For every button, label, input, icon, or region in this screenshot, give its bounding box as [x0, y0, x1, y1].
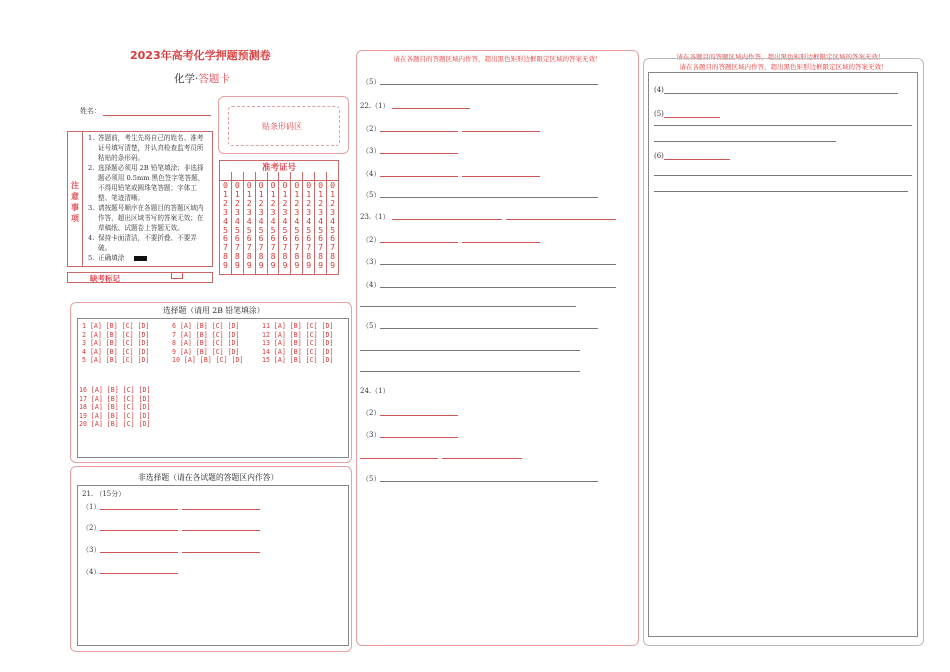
answer-line[interactable] [380, 328, 598, 329]
exam-id-digit-bubble[interactable]: 5 [258, 224, 264, 235]
q21-part-label: （4） [82, 568, 101, 576]
q21-part-label: （2） [82, 524, 101, 532]
exam-id-digit-bubble[interactable]: 4 [234, 215, 240, 226]
answer-line[interactable] [654, 125, 912, 126]
exam-id-digit-bubble[interactable]: 1 [258, 188, 264, 199]
exam-id-digit-bubble[interactable]: 8 [234, 251, 240, 262]
choice-group-2 [172, 322, 243, 365]
exam-id-digit-bubble[interactable]: 8 [306, 251, 312, 262]
exam-id-grid [219, 172, 339, 275]
answer-line[interactable] [462, 176, 540, 177]
column3-notice-inner: 请在各题目的答题区域内作答，超出黑色矩形边框限定区域的答案无效！ [679, 63, 888, 71]
exam-id-digit-bubble[interactable]: 7 [222, 242, 228, 253]
exam-id-digit-bubble[interactable]: 0 [330, 180, 335, 190]
choice-section-title: 选择题（请用 2B 铅笔填涂） [163, 306, 265, 315]
answer-line[interactable] [380, 242, 458, 243]
absent-label: 缺考标记 [90, 274, 120, 283]
exam-id-column [220, 172, 232, 275]
q-label: （4） [362, 170, 381, 178]
choice-question-row[interactable]: 1 [A] [B] [C] [D] [82, 322, 150, 330]
exam-id-digit-bubble[interactable]: 9 [234, 260, 240, 271]
exam-id-digit-bubble[interactable]: 7 [258, 242, 264, 253]
exam-id-digit-bubble[interactable]: 3 [306, 206, 312, 217]
q-label: (5) [654, 110, 664, 118]
choice-question-row[interactable]: 18 [A] [B] [C] [D] [79, 403, 151, 412]
exam-id-digit-bubble[interactable]: 4 [270, 215, 276, 226]
choice-question-row[interactable]: 8 [A] [B] [C] [D] [172, 339, 240, 348]
exam-id-digit-bubble[interactable]: 9 [318, 260, 324, 271]
exam-id-digit-bubble[interactable]: 5 [234, 224, 240, 235]
choice-question-row[interactable]: 19 [A] [B] [C] [D] [79, 411, 151, 420]
answer-line[interactable] [380, 131, 458, 132]
exam-id-digit-bubble[interactable]: 6 [282, 233, 288, 244]
exam-id-digit-bubble[interactable]: 3 [246, 206, 252, 217]
answer-line[interactable] [380, 415, 458, 416]
exam-id-digit-bubble[interactable]: 3 [330, 206, 335, 217]
exam-id-digit-bubble[interactable]: 4 [318, 215, 324, 226]
exam-id-digit-bubble[interactable]: 9 [306, 260, 312, 271]
exam-id-digit-bubble[interactable]: 0 [318, 180, 324, 190]
exam-id-digit-bubble[interactable]: 7 [318, 242, 324, 253]
choice-group-1 [82, 322, 150, 365]
choice-question-row[interactable]: 11 [A] [B] [C] [D] [262, 322, 334, 330]
exam-id-digit-bubble[interactable]: 8 [222, 251, 228, 262]
exam-id-column [303, 172, 315, 275]
q-label: 23.（1） [360, 213, 390, 221]
note-item: 2. 选择题必须用 2B 铅笔填涂；非选择题必须用 0.5mm 黑色签字笔答题，不得用铅笔或圆珠笔答题；字体工整、笔迹清晰。 [88, 164, 205, 202]
choice-question-row[interactable]: 9 [A] [B] [C] [D] [172, 347, 240, 356]
exam-id-digit-bubble[interactable]: 4 [258, 215, 264, 226]
exam-id-digit-bubble[interactable]: 8 [294, 251, 300, 262]
note-item: 3. 请按题号顺序在各题目的答题区域内作答，超出区域书写的答案无效；在草稿纸、试题卷上答题无效。 [88, 204, 204, 232]
exam-id-digit-bubble[interactable]: 5 [306, 224, 312, 235]
answer-line[interactable] [380, 287, 616, 288]
exam-id-digit-bubble[interactable]: 0 [294, 180, 300, 190]
nonchoice-section-title: 非选择题（请在各试题的答题区内作答） [138, 473, 279, 482]
exam-id-digit-bubble[interactable]: 6 [318, 233, 324, 244]
exam-id-digit-bubble[interactable]: 8 [318, 251, 324, 262]
exam-id-digit-bubble[interactable]: 6 [294, 233, 300, 244]
exam-id-digit-bubble[interactable]: 8 [246, 251, 252, 262]
answer-line[interactable] [392, 108, 470, 109]
exam-id-digit-bubble[interactable]: 4 [330, 215, 335, 226]
notice-title [71, 180, 79, 224]
q-label: （4） [362, 281, 381, 289]
choice-group-3 [262, 322, 333, 365]
answer-line[interactable] [380, 197, 598, 198]
exam-id-digit-bubble[interactable]: 7 [270, 242, 276, 253]
exam-id-digit-bubble[interactable]: 5 [282, 224, 288, 235]
answer-line[interactable] [100, 530, 178, 531]
column3-notice: 请在各题目的答题区域内作答，超出黑色矩形边框限定区域的答案无效！ [676, 53, 885, 61]
column2-frame [356, 50, 639, 646]
barcode-label: 贴条形码区 [262, 122, 302, 131]
exam-id-digit-bubble[interactable]: 2 [306, 197, 312, 208]
notice-char: 意 [71, 192, 79, 201]
page-title: 2023年高考化学押题预测卷 [130, 49, 271, 62]
exam-id-digit-bubble[interactable]: 9 [246, 260, 252, 271]
absent-checkbox[interactable] [171, 272, 183, 279]
answer-line[interactable] [380, 153, 458, 154]
q-label: （2） [362, 125, 381, 133]
choice-question-row[interactable]: 3 [A] [B] [C] [D] [82, 339, 150, 348]
q21-title: 21. （15分） [82, 490, 126, 498]
exam-id-digit-bubble[interactable]: 9 [330, 260, 335, 271]
exam-id-digit-bubble[interactable]: 8 [282, 251, 288, 262]
q-label: （3） [362, 147, 381, 155]
exam-id-digit-bubble[interactable]: 0 [258, 180, 264, 190]
filled-example-icon [134, 256, 147, 261]
exam-id-digit-bubble[interactable]: 3 [318, 206, 324, 217]
exam-id-digit-bubble[interactable]: 1 [270, 188, 276, 199]
exam-id-digit-bubble[interactable]: 2 [330, 197, 335, 208]
answer-line[interactable] [654, 141, 836, 142]
exam-id-digit-bubble[interactable]: 1 [234, 188, 240, 199]
answer-line[interactable] [506, 219, 616, 220]
exam-id-digit-bubble[interactable]: 6 [270, 233, 276, 244]
exam-id-digit-bubble[interactable]: 2 [282, 197, 288, 208]
exam-id-digit-bubble[interactable]: 8 [330, 251, 335, 262]
exam-id-column [268, 172, 280, 275]
answer-line[interactable] [360, 306, 576, 307]
exam-id-column [327, 172, 339, 275]
exam-id-digit-bubble[interactable]: 4 [222, 215, 228, 226]
exam-id-digit-bubble[interactable]: 1 [330, 188, 335, 199]
exam-id-digit-bubble[interactable]: 3 [222, 206, 228, 217]
exam-id-digit-bubble[interactable]: 9 [282, 260, 288, 271]
exam-id-digit-bubble[interactable]: 9 [258, 260, 264, 271]
exam-id-digit-bubble[interactable]: 7 [234, 242, 240, 253]
answer-line[interactable] [462, 131, 540, 132]
exam-id-digit-bubble[interactable]: 3 [282, 206, 288, 217]
exam-id-digit-bubble[interactable]: 2 [294, 197, 300, 208]
exam-id-digit-bubble[interactable]: 5 [330, 224, 335, 235]
exam-id-digit-bubble[interactable]: 1 [306, 188, 312, 199]
exam-id-digit-bubble[interactable]: 5 [270, 224, 276, 235]
exam-id-digit-bubble[interactable]: 2 [234, 197, 240, 208]
exam-id-digit-bubble[interactable]: 6 [234, 233, 240, 244]
answer-line[interactable] [380, 264, 616, 265]
exam-id-digit-bubble[interactable]: 3 [270, 206, 276, 217]
choice-group-4 [79, 386, 150, 429]
absent-row [67, 272, 213, 283]
exam-id-digit-bubble[interactable]: 5 [222, 224, 228, 235]
exam-id-digit-bubble[interactable]: 2 [222, 197, 228, 208]
subtitle-subject: 化学· [174, 73, 199, 85]
name-label: 姓名： [80, 107, 101, 115]
choice-question-row[interactable]: 7 [A] [B] [C] [D] [172, 330, 240, 339]
choice-question-row[interactable]: 14 [A] [B] [C] [D] [262, 347, 334, 356]
exam-id-digit-bubble[interactable]: 1 [222, 188, 228, 199]
notice-char: 项 [71, 214, 79, 223]
answer-line[interactable] [360, 458, 438, 459]
answer-line[interactable] [100, 552, 178, 553]
exam-id-digit-bubble[interactable]: 9 [222, 260, 228, 271]
choice-question-row[interactable]: 12 [A] [B] [C] [D] [262, 330, 334, 339]
notice-char: 注 [71, 181, 79, 190]
exam-id-digit-bubble[interactable]: 2 [270, 197, 276, 208]
answer-line[interactable] [664, 93, 898, 94]
choice-question-row[interactable]: 16 [A] [B] [C] [D] [79, 386, 151, 394]
exam-id-column [291, 172, 303, 275]
note-item: 4. 保持卡面清洁，不要折叠、不要弄破。 [88, 234, 197, 252]
answer-line[interactable] [462, 242, 540, 243]
exam-id-digit-bubble[interactable]: 5 [246, 224, 252, 235]
q-label: (6) [654, 152, 664, 160]
choice-question-row[interactable]: 20 [A] [B] [C] [D] [79, 420, 151, 429]
exam-id-title: 准考证号 [262, 163, 297, 173]
choice-question-row[interactable]: 5 [A] [B] [C] [D] [82, 356, 150, 365]
exam-id-digit-bubble[interactable]: 6 [258, 233, 264, 244]
answer-line[interactable] [182, 530, 260, 531]
q-label: （5） [362, 191, 381, 199]
answer-line[interactable] [380, 437, 458, 438]
exam-id-digit-bubble[interactable]: 0 [306, 180, 312, 190]
exam-id-digit-bubble[interactable]: 6 [306, 233, 312, 244]
exam-id-digit-bubble[interactable]: 3 [258, 206, 264, 217]
answer-line[interactable] [182, 552, 260, 553]
exam-id-digit-bubble[interactable]: 1 [282, 188, 288, 199]
q-label: 22.（1） [360, 102, 390, 110]
exam-id-digit-bubble[interactable]: 4 [294, 215, 300, 226]
answer-line[interactable] [380, 84, 598, 85]
answer-line[interactable] [664, 159, 730, 160]
answer-line[interactable] [380, 481, 598, 482]
choice-question-row[interactable]: 4 [A] [B] [C] [D] [82, 347, 150, 356]
exam-id-column [256, 172, 268, 275]
name-field[interactable] [103, 115, 211, 116]
exam-id-column [315, 172, 327, 275]
exam-id-digit-bubble[interactable]: 7 [306, 242, 312, 253]
q-label: （2） [362, 409, 381, 417]
answer-line[interactable] [664, 117, 720, 118]
exam-id-digit-bubble[interactable]: 7 [294, 242, 300, 253]
exam-id-digit-bubble[interactable]: 0 [270, 180, 276, 190]
q-label: （5） [362, 78, 381, 86]
exam-id-digit-bubble[interactable]: 1 [246, 188, 252, 199]
choice-question-row[interactable]: 15 [A] [B] [C] [D] [262, 356, 334, 365]
exam-id-digit-bubble[interactable]: 8 [258, 251, 264, 262]
answer-line[interactable] [100, 573, 178, 574]
exam-id-digit-bubble[interactable]: 6 [222, 233, 228, 244]
exam-id-digit-bubble[interactable]: 5 [318, 224, 324, 235]
exam-id-digit-bubble[interactable]: 4 [306, 215, 312, 226]
exam-id-digit-bubble[interactable]: 4 [246, 215, 252, 226]
exam-id-column [244, 172, 256, 275]
q21-part-label: （1） [82, 503, 101, 511]
column2-notice: 请在各题目的答题区域内作答，超出黑色矩形边框限定区域的答案无效！ [393, 55, 602, 63]
exam-id-digit-bubble[interactable]: 0 [282, 180, 288, 190]
exam-id-digit-bubble[interactable]: 3 [294, 206, 300, 217]
answer-line[interactable] [360, 350, 580, 351]
exam-id-digit-bubble[interactable]: 3 [234, 206, 240, 217]
exam-id-digit-bubble[interactable]: 9 [294, 260, 300, 271]
answer-line[interactable] [654, 175, 912, 176]
answer-line[interactable] [360, 371, 580, 372]
answer-line[interactable] [380, 176, 458, 177]
exam-id-digit-bubble[interactable]: 2 [258, 197, 264, 208]
choice-question-row[interactable]: 2 [A] [B] [C] [D] [82, 330, 150, 339]
q-label: （3） [362, 431, 381, 439]
choice-question-row[interactable]: 17 [A] [B] [C] [D] [79, 394, 151, 403]
choice-question-row[interactable]: 10 [A] [B] [C] [D] [172, 356, 244, 365]
exam-id-digit-bubble[interactable]: 8 [270, 251, 276, 262]
exam-id-column [279, 172, 291, 275]
answer-line[interactable] [654, 191, 908, 192]
answer-line[interactable] [100, 509, 178, 510]
q-label: (4) [654, 86, 664, 94]
note-item: 5. 正确填涂 [88, 253, 210, 263]
exam-id-digit-bubble[interactable]: 1 [294, 188, 300, 199]
exam-id-digit-bubble[interactable]: 7 [246, 242, 252, 253]
q-label: （3） [362, 258, 381, 266]
q21-part-label: （3） [82, 546, 101, 554]
notice-char: 事 [71, 203, 79, 212]
subtitle-answer-sheet: 答题卡 [198, 73, 230, 85]
exam-id-digit-bubble[interactable]: 5 [294, 224, 300, 235]
exam-id-digit-bubble[interactable]: 4 [282, 215, 288, 226]
exam-id-column [232, 172, 244, 275]
answer-line[interactable] [392, 219, 502, 220]
answer-line[interactable] [182, 509, 260, 510]
q-label: （5） [362, 322, 381, 330]
exam-id-digit-bubble[interactable]: 7 [330, 242, 335, 253]
choice-question-row[interactable]: 6 [A] [B] [C] [D] [172, 322, 240, 330]
exam-id-digit-bubble[interactable]: 0 [234, 180, 240, 190]
exam-id-digit-bubble[interactable]: 1 [318, 188, 324, 199]
exam-id-digit-bubble[interactable]: 9 [270, 260, 276, 271]
exam-id-digit-bubble[interactable]: 2 [246, 197, 252, 208]
note-item: 1. 答题前，考生先将自己的姓名、准考证号填写清楚，并认真检查监考员所粘贴的条形码。 [88, 134, 204, 162]
subtitle [174, 71, 230, 86]
answer-line[interactable] [442, 458, 522, 459]
column3-area [648, 72, 918, 637]
exam-id-digit-bubble[interactable]: 6 [246, 233, 252, 244]
q-label: （2） [362, 236, 381, 244]
q-label: 24.（1） [360, 387, 390, 395]
exam-id-digit-bubble[interactable]: 6 [330, 233, 335, 244]
exam-id-digit-bubble[interactable]: 0 [246, 180, 252, 190]
exam-id-digit-bubble[interactable]: 7 [282, 242, 288, 253]
exam-id-digit-bubble[interactable]: 0 [222, 180, 228, 190]
q-label: （5） [362, 475, 381, 483]
choice-question-row[interactable]: 13 [A] [B] [C] [D] [262, 339, 334, 348]
exam-id-digit-bubble[interactable]: 2 [318, 197, 324, 208]
notes-list [88, 133, 210, 263]
